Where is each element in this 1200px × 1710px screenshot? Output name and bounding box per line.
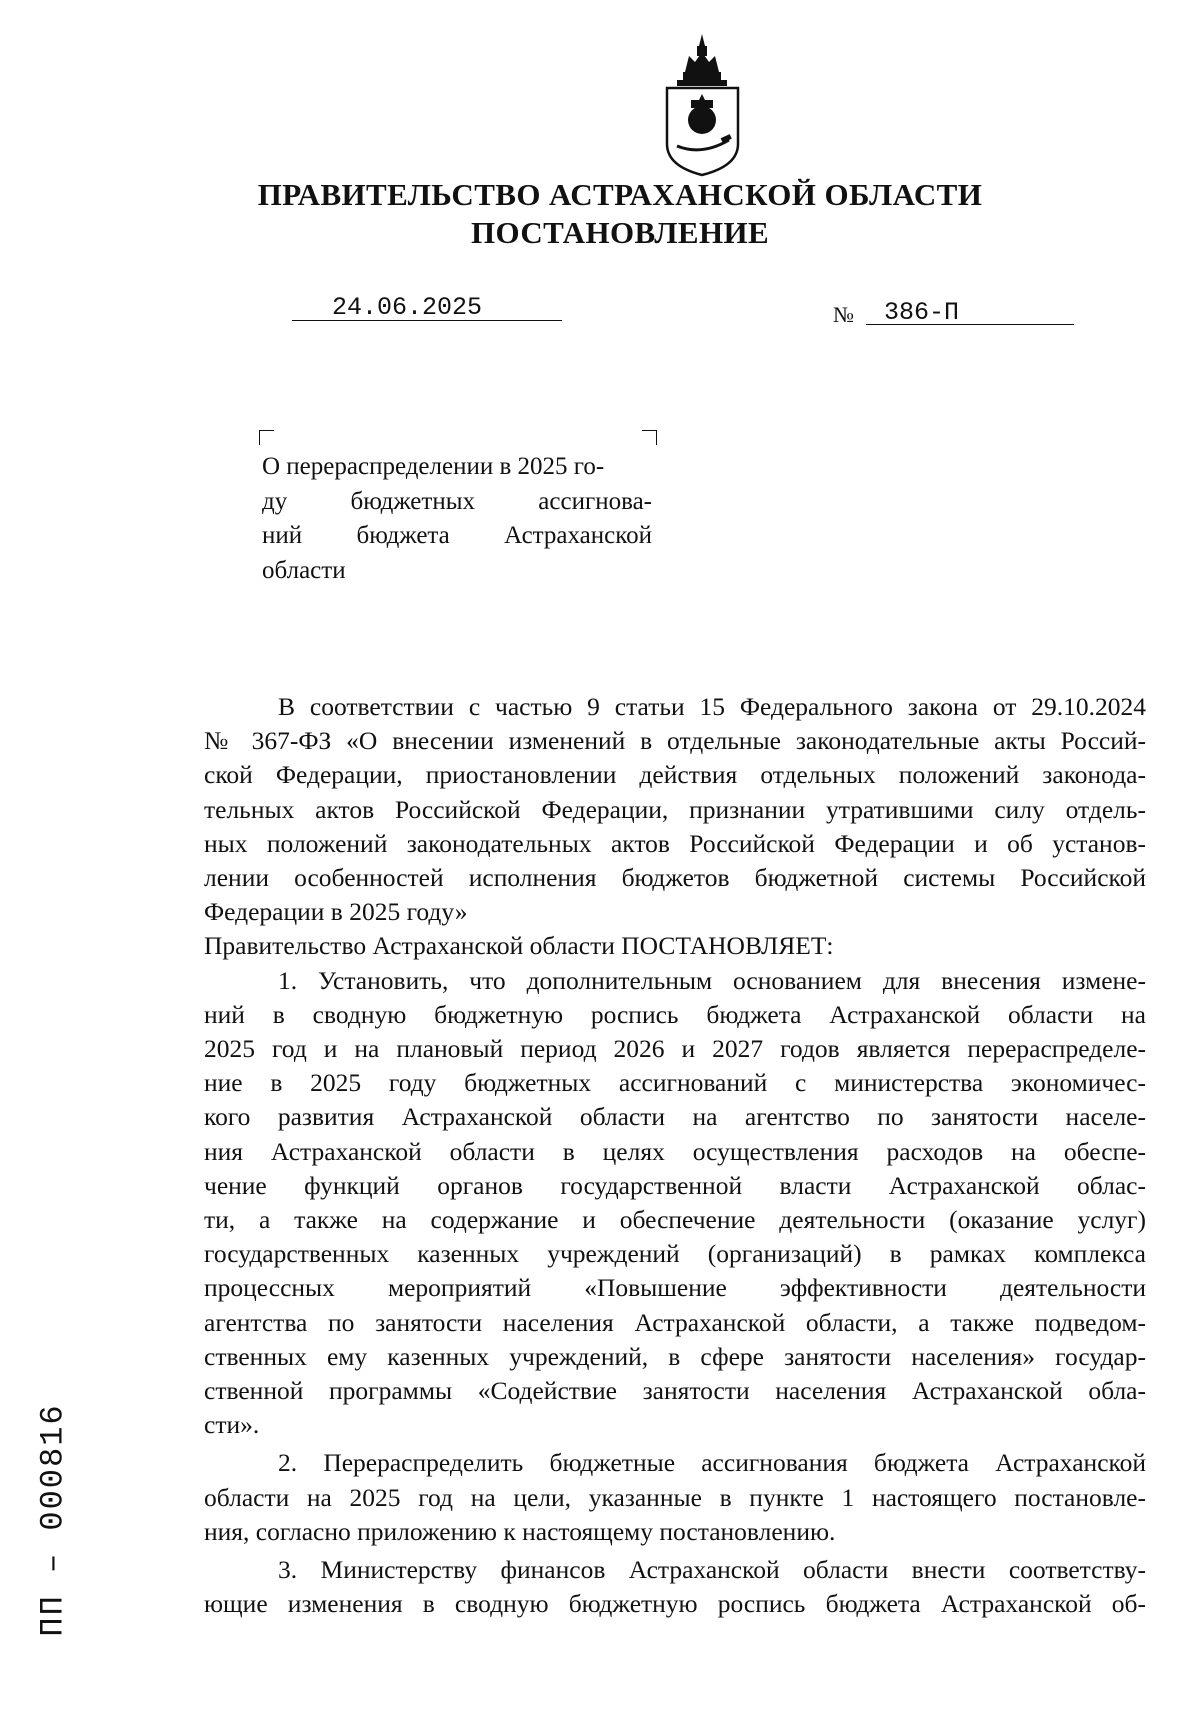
body-line: ние в 2025 году бюджетных ассигнований с министерства экономичес- (204, 1068, 1146, 1098)
resolution-phrase: Правительство Астраханской области ПОСТАНОВЛЯЕТ: (204, 931, 834, 961)
body-line: ственных ему казенных учреждений, в сфере занятости населения» государ- (204, 1341, 1146, 1371)
body-line: государственных казенных учреждений (организаций) в рамках комплекса (204, 1239, 1146, 1269)
body-line: № 367-ФЗ «О внесении изменений в отдельные законодательные акты Россий- (204, 726, 1146, 756)
subject-line: ний бюджета Астраханской (262, 522, 652, 549)
body-line: ния, согласно приложению к настоящему постановлению. (204, 1516, 836, 1546)
body-line: 3. Министерству финансов Астраханской области внести соответству- (278, 1555, 1146, 1585)
body-line: 2. Перераспределить бюджетные ассигнования бюджета Астраханской (278, 1448, 1146, 1478)
body-line: ний в сводную бюджетную роспись бюджета Астраханской области на (204, 999, 1146, 1029)
body-line: ющие изменения в сводную бюджетную роспись бюджета Астраханской об- (204, 1589, 1146, 1619)
body-line: ти, а также на содержание и обеспечение деятельности (оказание услуг) (204, 1205, 1146, 1235)
body-line: ния Астраханской области в целях осуществления расходов на обеспе- (204, 1136, 1146, 1166)
document-type-title: ПОСТАНОВЛЕНИЕ (470, 215, 770, 250)
subject-corner-left (259, 430, 274, 445)
body-line: агентства по занятости населения Астраханской области, а также подведом- (204, 1307, 1146, 1337)
document-body (204, 690, 1146, 1621)
registration-stamp (30, 1370, 76, 1670)
body-line: Федерации в 2025 году» (204, 897, 468, 927)
coat-of-arms-icon (655, 32, 750, 177)
document-number: 386-П (884, 298, 960, 327)
body-line: ственной программы «Содействие занятости населения Астраханской обла- (204, 1376, 1146, 1406)
body-line: В соответствии с частью 9 статьи 15 Федерального закона от 29.10.2024 (278, 692, 1146, 721)
body-line: ской Федерации, приостановлении действия отдельных положений законода- (204, 760, 1146, 790)
body-line: сти». (204, 1410, 260, 1440)
document-date: 24.06.2025 (332, 293, 483, 322)
registration-stamp-text: ПП – 000816 (34, 1403, 72, 1637)
body-line: лении особенностей исполнения бюджетов бюджетной системы Российской (204, 863, 1146, 893)
body-line: тельных актов Российской Федерации, признании утратившими силу отдель- (204, 794, 1146, 824)
number-sign: № (833, 302, 854, 327)
body-line: процессных мероприятий «Повышение эффективности деятельности (204, 1273, 1146, 1303)
subject-line: О перераспределении в 2025 го- (262, 453, 605, 480)
government-title: ПРАВИТЕЛЬСТВО АСТРАХАНСКОЙ ОБЛАСТИ (257, 177, 983, 212)
body-line: 1. Установить, что дополнительным основанием для внесения измене- (278, 965, 1146, 995)
body-line: области на 2025 год на цели, указанные в пункте 1 настоящего постановле- (204, 1482, 1146, 1512)
body-line: кого развития Астраханской области на агентство по занятости населе- (204, 1102, 1146, 1132)
body-line: чение функций органов государственной власти Астраханской облас- (204, 1170, 1146, 1200)
subject-line: ду бюджетных ассигнова- (262, 487, 652, 515)
subject-line: области (262, 556, 346, 584)
subject-corner-right (642, 430, 657, 445)
body-line: 2025 год и на плановый период 2026 и 2027 годов является перераспределе- (204, 1034, 1146, 1064)
document-subject (262, 450, 652, 588)
body-line: ных положений законодательных актов Российской Федерации и об установ- (204, 828, 1146, 858)
